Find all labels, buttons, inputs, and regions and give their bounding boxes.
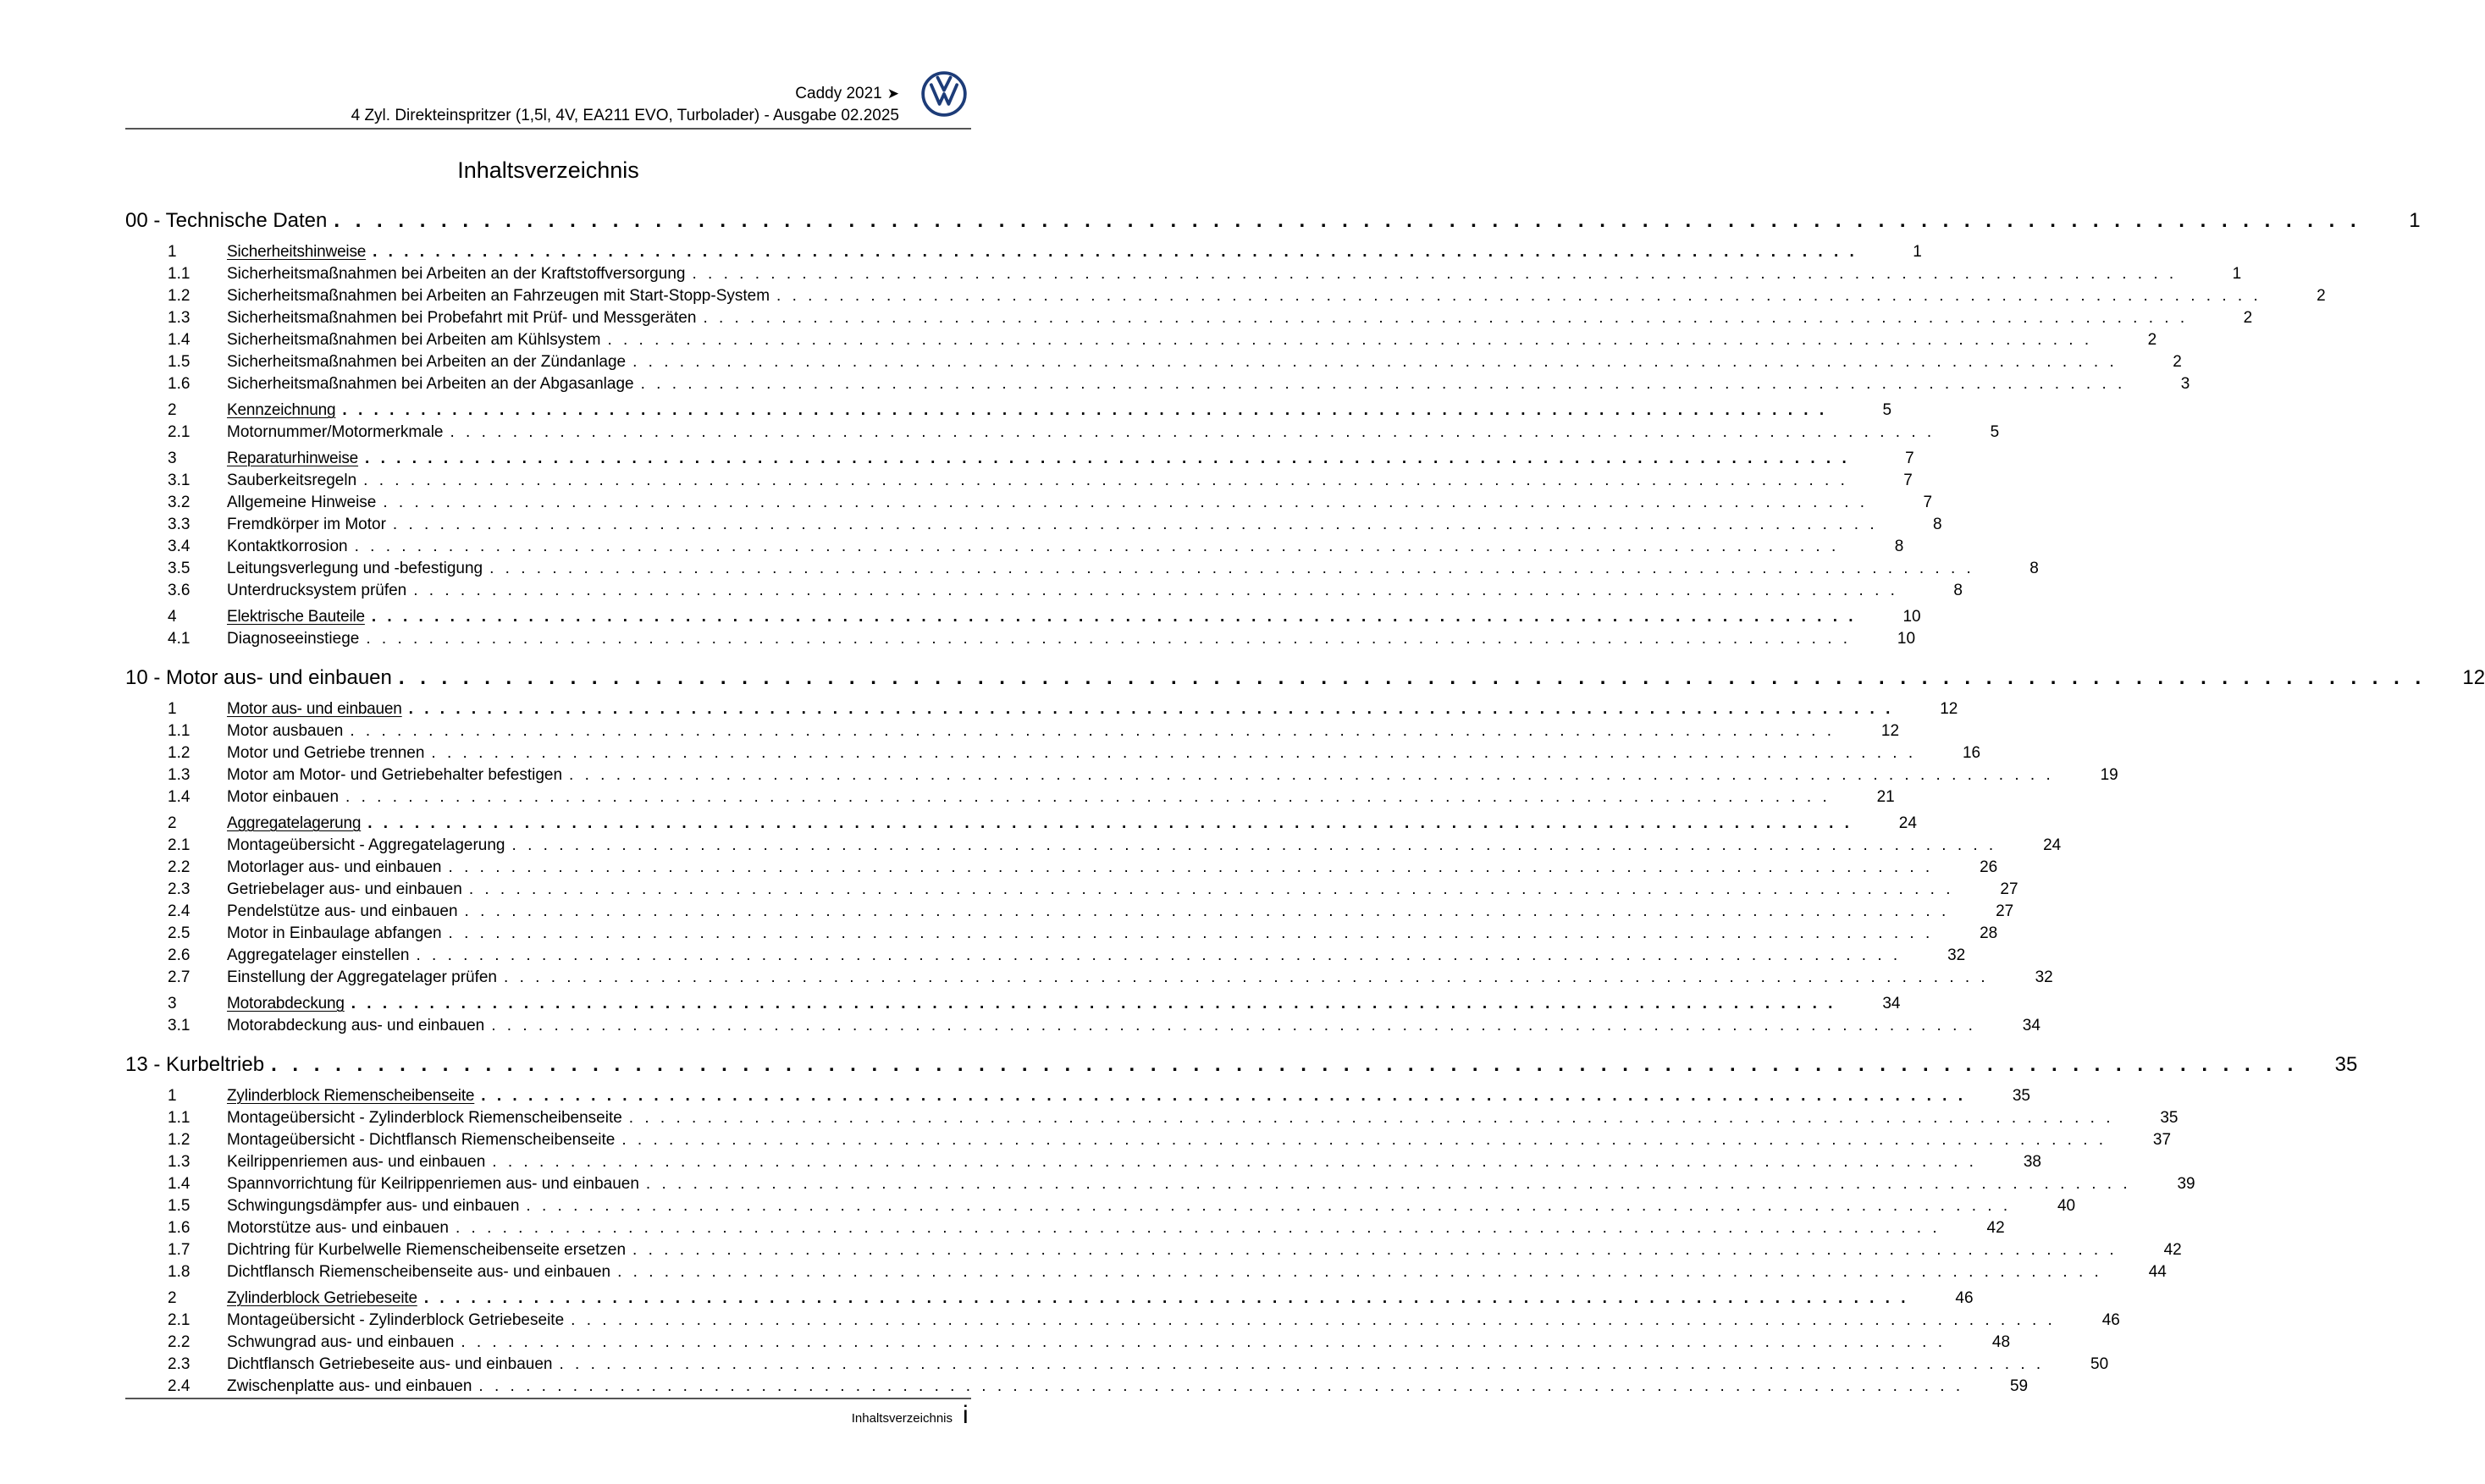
dot-leader: . . . . . . . . . . . . . . . . . . . . . . . . . . . . . . . . . . . . . . . . . . . . . . . . . . . . . . . . . . . . . . . . . . . . . . . . . . . . . . . . . . . . . . . . . . . . . . . — [448, 858, 1934, 876]
toc-entry-title: Sicherheitsmaßnahmen bei Arbeiten am Kühlsystem — [227, 331, 601, 349]
toc-entry-title: Motor und Getriebe trennen — [227, 744, 425, 762]
toc-entry-number: 1.8 — [168, 1263, 191, 1281]
toc-entry-title: Motorlager aus- und einbauen — [227, 858, 442, 876]
toc-entry-number: 2.1 — [168, 1311, 191, 1329]
dot-leader: . . . . . . . . . . . . . . . . . . . . . . . . . . . . . . . . . . . . . . . . . . . . . . . . . . . . . . . . . . . . . . . . . . . . . . . . . . . . . . . . . . . . . . . . . . . . . . . — [363, 472, 1848, 489]
toc-entry-page: 40 — [2057, 1197, 2076, 1215]
toc-entry-title: Diagnoseeinstiege — [227, 630, 360, 648]
toc-entry-number: 4.1 — [168, 630, 191, 648]
dot-leader: . . . . . . . . . . . . . . . . . . . . . . . . . . . . . . . . . . . . . . . . . . . . . . . . . . . . . . . . . . . . . . . . . . . . . . . . . . . . . . . . . . . . . . . . . . . . . . . — [489, 560, 1974, 577]
toc-sub-entry[interactable] — [125, 470, 1913, 492]
toc-entry-number: 1.5 — [168, 1197, 191, 1215]
toc-entry-number: 1.2 — [168, 287, 191, 305]
dot-leader: . . . . . . . . . . . . . . . . . . . . . . . . . . . . . . . . . . . . . . . . . . . . . . . . . . . . . . . . . . . . . . . . . . . . . . . . . . . . . . . . . . . . . . . . . . . . . . . — [351, 995, 1836, 1012]
toc-chapter-entry[interactable] — [125, 662, 2485, 694]
toc-entry-number: 2.4 — [168, 902, 191, 920]
toc-entry-number: 3 — [168, 450, 177, 467]
toc-entry-number: 2.2 — [168, 1333, 191, 1351]
toc-entry-page: 35 — [2012, 1087, 2030, 1105]
dot-leader: . . . . . . . . . . . . . . . . . . . . . . . . . . . . . . . . . . . . . . . . . . . . . . . . . . . . . . . . . . . . . . . . . . . . . . . . . . . . . . . . . . . . . . . . . . . . . . . — [559, 1355, 2045, 1373]
dot-leader: . . . . . . . . . . . . . . . . . . . . . . . . . . . . . . . . . . . . . . . . . . . . . . . . . . . . . . . . . . . . . . . . . . . . . . . . . . . . . . . . . . . . . . . . . . . . . . . — [492, 1153, 1977, 1171]
toc-sub-entry[interactable] — [125, 764, 2118, 786]
toc-sub-entry[interactable] — [125, 945, 1966, 967]
toc-entry-title: Motor ausbauen — [227, 722, 344, 740]
toc-sub-entry[interactable] — [125, 422, 2000, 444]
toc-entry-title: Sicherheitshinweise — [227, 243, 367, 261]
toc-section-entry[interactable] — [125, 1288, 1974, 1310]
toc-entry-number: 4 — [168, 608, 177, 626]
toc-sub-entry[interactable] — [125, 558, 2039, 580]
toc-entry-title: Motor einbauen — [227, 788, 340, 806]
toc-sub-entry[interactable] — [125, 307, 2253, 329]
toc-entry-number: 2.3 — [168, 1355, 191, 1373]
toc-entry-title: Aggregatelagerung — [227, 814, 362, 832]
toc-entry-number: 1.3 — [168, 309, 191, 327]
toc-entry-number: 1 — [168, 1087, 177, 1105]
toc-sub-entry[interactable] — [125, 1354, 2109, 1376]
toc-entry-page: 39 — [2177, 1175, 2195, 1193]
toc-entry-page: 2 — [2173, 353, 2182, 371]
toc-sub-entry[interactable] — [125, 857, 1998, 879]
dot-leader: . . . . . . . . . . . . . . . . . . . . . . . . . . . . . . . . . . . . . . . . . . . . . . . . . . . . . . . . . . . . . . . . . . . . . . . . . . . . . . . . . . . . . . . . . . . . . . . — [365, 450, 1850, 467]
toc-entry-page: 26 — [1980, 858, 1998, 876]
toc-entry-title: Motor am Motor- und Getriebehalter befestigen — [227, 766, 563, 784]
toc-entry-title: Motornummer/Motormerkmale — [227, 423, 444, 441]
toc-entry-title: Fremdkörper im Motor — [227, 516, 386, 533]
toc-sub-entry[interactable] — [125, 720, 1900, 742]
toc-entry-number: 2.7 — [168, 968, 191, 986]
toc-entry-page: 8 — [1933, 516, 1942, 533]
toc-entry-title: Aggregatelager einstellen — [227, 946, 410, 964]
toc-entry-page: 5 — [1990, 423, 2000, 441]
toc-entry-number: 2.4 — [168, 1377, 191, 1395]
toc-chapter-entry[interactable] — [125, 1049, 2358, 1081]
dot-leader: . . . . . . . . . . . . . . . . . . . . . . . . . . . . . . . . . . . . . . . . . . . . . . . . . . . . . . . . . . . . . . . . . . . . . . . . . . . . . . . . . . . . . . . . . . . . . . . — [511, 836, 1997, 854]
toc-entry-number: 3.6 — [168, 582, 191, 599]
toc-entry-page: 34 — [1882, 995, 1901, 1012]
dot-leader: . . . . . . . . . . . . . . . . . . . . . . . . . . . . . . . . . . . . . . . . . . . . . . . . . . . . . . . . . . . . . . . . . . . . . . . . . . . . . . . . . . . . . . . . . . . . . . . — [617, 1263, 2102, 1281]
toc-entry-number: 1.3 — [168, 766, 191, 784]
dot-leader: . . . . . . . . . . . . . . . . . . . . . . . . . . . . . . . . . . . . . . . . . . . . . . . . . . . . . . . . . . . . . . . . . . . . . . . . . . . . . . . . . . . . . . . . . . . . . . . — [703, 309, 2189, 327]
toc-sub-entry[interactable] — [125, 1332, 2011, 1354]
toc-entry-title: Montageübersicht - Zylinderblock Getriebeseite — [227, 1311, 565, 1329]
dot-leader: . . . . . . . . . . . . . . . . . . . . . . . . . . . . . . . . . . . . . . . . . . . . . . . . . . . . . . . . . . . . . . . . . . . . . . . . . . . . . . . . . . . . . . . . . . . . . . . — [413, 582, 1898, 599]
toc-entry-title: Zylinderblock Riemenscheibenseite — [227, 1087, 475, 1105]
toc-sub-entry[interactable] — [125, 1015, 2040, 1037]
toc-entry-number: 3.1 — [168, 472, 191, 489]
toc-entry-title: Sicherheitsmaßnahmen bei Arbeiten an der Abgasanlage — [227, 375, 634, 393]
toc-entry-page: 12 — [1940, 700, 1958, 718]
toc-section-entry[interactable] — [125, 241, 1922, 263]
toc-entry-title: Schwungrad aus- und einbauen — [227, 1333, 455, 1351]
toc-entry-title: Kennzeichnung — [227, 401, 336, 419]
dot-leader: . . . . . . . . . . . . . . . . . . . . . . . . . . . . . . . . . . . . . . . . . . . . . . . . . . . . . . . . . . . . . . . . . . . . . . . . . . . . . . . . . . . . . . . . . . . . . . . — [271, 1053, 2299, 1076]
toc-entry-page: 12 — [1880, 722, 1900, 740]
toc-entry-title: 10 - Motor aus- und einbauen — [125, 666, 392, 689]
toc-sub-entry[interactable] — [125, 967, 2053, 989]
toc-sub-entry[interactable] — [125, 1107, 2179, 1129]
toc-sub-entry[interactable] — [125, 373, 2190, 395]
page-title: Inhaltsverzeichnis — [457, 157, 639, 184]
toc-entry-page: 8 — [2029, 560, 2039, 577]
dot-leader: . . . . . . . . . . . . . . . . . . . . . . . . . . . . . . . . . . . . . . . . . . . . . . . . . . . . . . . . . . . . . . . . . . . . . . . . . . . . . . . . . . . . . . . . . . . . . . . — [408, 700, 1894, 718]
dot-leader: . . . . . . . . . . . . . . . . . . . . . . . . . . . . . . . . . . . . . . . . . . . . . . . . . . . . . . . . . . . . . . . . . . . . . . . . . . . . . . . . . . . . . . . . . . . . . . . — [464, 902, 1950, 920]
toc-entry-page: 1 — [2409, 209, 2421, 232]
toc-entry-number: 1.1 — [168, 1109, 191, 1127]
toc-entry-page: 44 — [2148, 1263, 2167, 1281]
toc-entry-page: 1 — [1913, 243, 1922, 261]
toc-sub-entry[interactable] — [125, 263, 2242, 285]
toc-section-entry[interactable] — [125, 698, 1958, 720]
toc-entry-number: 1.4 — [168, 1175, 191, 1193]
toc-entry-page: 35 — [2334, 1053, 2358, 1076]
toc-entry-number: 2 — [168, 814, 177, 832]
dot-leader: . . . . . . . . . . . . . . . . . . . . . . . . . . . . . . . . . . . . . . . . . . . . . . . . . . . . . . . . . . . . . . . . . . . . . . . . . . . . . . . . . . . . . . . . . . . . . . . — [350, 722, 1836, 740]
toc-entry-page: 32 — [2035, 968, 2053, 986]
footer-page-number: i — [963, 1401, 969, 1429]
toc-entry-number: 3.2 — [168, 494, 191, 511]
toc-entry-number: 1.5 — [168, 353, 191, 371]
toc-entry-title: Dichtflansch Riemenscheibenseite aus- und einbauen — [227, 1263, 611, 1281]
toc-entry-title: Sicherheitsmaßnahmen bei Arbeiten an Fahrzeugen mit Start-Stopp-System — [227, 287, 770, 305]
toc-sub-entry[interactable] — [125, 923, 1998, 945]
toc-entry-page: 27 — [2000, 880, 2018, 898]
toc-entry-page: 48 — [1991, 1333, 2011, 1351]
toc-entry-page: 21 — [1876, 788, 1895, 806]
arrow-right-icon: ➤ — [886, 86, 899, 102]
toc-entry-page: 10 — [1897, 630, 1916, 648]
dot-leader: . . . . . . . . . . . . . . . . . . . . . . . . . . . . . . . . . . . . . . . . . . . . . . . . . . . . . . . . . . . . . . . . . . . . . . . . . . . . . . . . . . . . . . . . . . . . . . . — [776, 287, 2261, 305]
toc-entry-title: Motorabdeckung aus- und einbauen — [227, 1017, 485, 1034]
toc-sub-entry[interactable] — [125, 879, 2018, 901]
toc-entry-number: 2.1 — [168, 423, 191, 441]
toc-entry-title: Leitungsverlegung und -befestigung — [227, 560, 483, 577]
toc-entry-page: 2 — [2317, 287, 2326, 305]
header-model-text: Caddy 2021 — [795, 85, 882, 102]
dot-leader: . . . . . . . . . . . . . . . . . . . . . . . . . . . . . . . . . . . . . . . . . . . . . . . . . . . . . . . . . . . . . . . . . . . . . . . . . . . . . . . . . . . . . . . . . . . . . . . — [481, 1087, 1966, 1105]
dot-leader: . . . . . . . . . . . . . . . . . . . . . . . . . . . . . . . . . . . . . . . . . . . . . . . . . . . . . . . . . . . . . . . . . . . . . . . . . . . . . . . . . . . . . . . . . . . . . . . — [366, 630, 1852, 648]
header-model — [795, 85, 899, 103]
dot-leader: . . . . . . . . . . . . . . . . . . . . . . . . . . . . . . . . . . . . . . . . . . . . . . . . . . . . . . . . . . . . . . . . . . . . . . . . . . . . . . . . . . . . . . . . . . . . . . . — [354, 538, 1840, 555]
dot-leader: . . . . . . . . . . . . . . . . . . . . . . . . . . . . . . . . . . . . . . . . . . . . . . . . . . . . . . . . . . . . . . . . . . . . . . . . . . . . . . . . . . . . . . . . . . . . . . . — [371, 608, 1857, 626]
toc-sub-entry[interactable] — [125, 901, 2014, 923]
dot-leader: . . . . . . . . . . . . . . . . . . . . . . . . . . . . . . . . . . . . . . . . . . . . . . . . . . . . . . . . . . . . . . . . . . . . . . . . . . . . . . . . . . . . . . . . . . . . . . . — [461, 1333, 1947, 1351]
dot-leader: . . . . . . . . . . . . . . . . . . . . . . . . . . . . . . . . . . . . . . . . . . . . . . . . . . . . . . . . . . . . . . . . . . . . . . . . . . . . . . . . . . . . . . . . . . . . . . . — [628, 1109, 2114, 1127]
toc-entry-title: Spannvorrichtung für Keilrippenriemen aus- und einbauen — [227, 1175, 639, 1193]
toc-entry-title: Pendelstütze aus- und einbauen — [227, 902, 458, 920]
toc-sub-entry[interactable] — [125, 329, 2157, 351]
toc-entry-title: Motor aus- und einbauen — [227, 700, 402, 718]
toc-entry-page: 1 — [2232, 265, 2242, 283]
toc-chapter-entry[interactable] — [125, 205, 2421, 237]
toc-entry-page: 27 — [1996, 902, 2014, 920]
dot-leader: . . . . . . . . . . . . . . . . . . . . . . . . . . . . . . . . . . . . . . . . . . . . . . . . . . . . . . . . . . . . . . . . . . . . . . . . . . . . . . . . . . . . . . . . . . . . . . . — [334, 209, 2361, 232]
toc-entry-number: 1.2 — [168, 1131, 191, 1149]
toc-entry-title: Zylinderblock Getriebeseite — [227, 1289, 417, 1307]
toc-entry-number: 1 — [168, 243, 177, 261]
toc-entry-page: 8 — [1953, 582, 1963, 599]
header-divider — [125, 128, 971, 130]
dot-leader: . . . . . . . . . . . . . . . . . . . . . . . . . . . . . . . . . . . . . . . . . . . . . . . . . . . . . . . . . . . . . . . . . . . . . . . . . . . . . . . . . . . . . . . . . . . . . . . — [632, 1241, 2118, 1259]
toc-entry-title: Getriebelager aus- und einbauen — [227, 880, 462, 898]
toc-entry-title: Schwingungsdämpfer aus- und einbauen — [227, 1197, 520, 1215]
toc-entry-number: 1.4 — [168, 331, 191, 349]
toc-entry-page: 28 — [1980, 924, 1998, 942]
dot-leader: . . . . . . . . . . . . . . . . . . . . . . . . . . . . . . . . . . . . . . . . . . . . . . . . . . . . . . . . . . . . . . . . . . . . . . . . . . . . . . . . . . . . . . . . . . . . . . . — [398, 666, 2427, 689]
toc-sub-entry[interactable] — [125, 1173, 2195, 1195]
toc-entry-title: Einstellung der Aggregatelager prüfen — [227, 968, 498, 986]
toc-entry-title: Sicherheitsmaßnahmen bei Arbeiten an der Zündanlage — [227, 353, 627, 371]
toc-sub-entry[interactable] — [125, 1310, 2120, 1332]
toc-entry-number: 1.4 — [168, 788, 191, 806]
dot-leader: . . . . . . . . . . . . . . . . . . . . . . . . . . . . . . . . . . . . . . . . . . . . . . . . . . . . . . . . . . . . . . . . . . . . . . . . . . . . . . . . . . . . . . . . . . . . . . . — [526, 1197, 2012, 1215]
toc-entry-title: Motor in Einbaulage abfangen — [227, 924, 442, 942]
toc-entry-page: 42 — [1986, 1219, 2005, 1237]
dot-leader: . . . . . . . . . . . . . . . . . . . . . . . . . . . . . . . . . . . . . . . . . . . . . . . . . . . . . . . . . . . . . . . . . . . . . . . . . . . . . . . . . . . . . . . . . . . . . . . — [342, 401, 1828, 419]
toc-sub-entry[interactable] — [125, 786, 1895, 808]
toc-entry-page: 16 — [1962, 744, 1981, 762]
toc-entry-page: 2 — [2243, 309, 2253, 327]
toc-entry-page: 7 — [1903, 472, 1913, 489]
dot-leader: . . . . . . . . . . . . . . . . . . . . . . . . . . . . . . . . . . . . . . . . . . . . . . . . . . . . . . . . . . . . . . . . . . . . . . . . . . . . . . . . . . . . . . . . . . . . . . . — [367, 814, 1853, 832]
toc-entry-number: 3.5 — [168, 560, 191, 577]
dot-leader: . . . . . . . . . . . . . . . . . . . . . . . . . . . . . . . . . . . . . . . . . . . . . . . . . . . . . . . . . . . . . . . . . . . . . . . . . . . . . . . . . . . . . . . . . . . . . . . — [431, 744, 1917, 762]
toc-entry-title: 00 - Technische Daten — [125, 209, 328, 232]
dot-leader: . . . . . . . . . . . . . . . . . . . . . . . . . . . . . . . . . . . . . . . . . . . . . . . . . . . . . . . . . . . . . . . . . . . . . . . . . . . . . . . . . . . . . . . . . . . . . . . — [645, 1175, 2131, 1193]
toc-entry-page: 42 — [2163, 1241, 2182, 1259]
toc-sub-entry[interactable] — [125, 536, 1904, 558]
vw-logo-icon — [921, 71, 967, 117]
table-of-contents — [125, 200, 2485, 1398]
toc-entry-page: 10 — [1902, 608, 1921, 626]
toc-entry-number: 3.4 — [168, 538, 191, 555]
toc-entry-title: Sauberkeitsregeln — [227, 472, 357, 489]
toc-entry-title: Zwischenplatte aus- und einbauen — [227, 1377, 472, 1395]
toc-section-entry[interactable] — [125, 993, 1901, 1015]
toc-sub-entry[interactable] — [125, 1376, 2029, 1398]
dot-leader: . . . . . . . . . . . . . . . . . . . . . . . . . . . . . . . . . . . . . . . . . . . . . . . . . . . . . . . . . . . . . . . . . . . . . . . . . . . . . . . . . . . . . . . . . . . . . . . — [692, 265, 2178, 283]
toc-entry-page: 24 — [2043, 836, 2062, 854]
toc-entry-page: 59 — [2009, 1377, 2029, 1395]
toc-entry-number: 2.6 — [168, 946, 191, 964]
toc-entry-title: Sicherheitsmaßnahmen bei Probefahrt mit Prüf- und Messgeräten — [227, 309, 697, 327]
toc-entry-title: Montageübersicht - Zylinderblock Riemenscheibenseite — [227, 1109, 622, 1127]
toc-sub-entry[interactable] — [125, 628, 1916, 650]
toc-sub-entry[interactable] — [125, 1217, 2005, 1239]
toc-entry-number: 2.3 — [168, 880, 191, 898]
toc-section-entry[interactable] — [125, 448, 1914, 470]
toc-entry-page: 12 — [2462, 666, 2485, 689]
toc-entry-title: Allgemeine Hinweise — [227, 494, 377, 511]
toc-sub-entry[interactable] — [125, 351, 2182, 373]
toc-entry-number: 1.3 — [168, 1153, 191, 1171]
toc-entry-title: Keilrippenriemen aus- und einbauen — [227, 1153, 486, 1171]
toc-entry-page: 50 — [2090, 1355, 2109, 1373]
dot-leader: . . . . . . . . . . . . . . . . . . . . . . . . . . . . . . . . . . . . . . . . . . . . . . . . . . . . . . . . . . . . . . . . . . . . . . . . . . . . . . . . . . . . . . . . . . . . . . . — [491, 1017, 1976, 1034]
toc-entry-title: Unterdrucksystem prüfen — [227, 582, 407, 599]
toc-entry-page: 7 — [1923, 494, 1933, 511]
toc-sub-entry[interactable] — [125, 1261, 2167, 1283]
toc-entry-page: 19 — [2100, 766, 2118, 784]
toc-entry-page: 8 — [1894, 538, 1904, 555]
footer-label: Inhaltsverzeichnis — [851, 1411, 953, 1426]
dot-leader: . . . . . . . . . . . . . . . . . . . . . . . . . . . . . . . . . . . . . . . . . . . . . . . . . . . . . . . . . . . . . . . . . . . . . . . . . . . . . . . . . . . . . . . . . . . . . . . — [416, 946, 1902, 964]
toc-entry-page: 32 — [1947, 946, 1966, 964]
dot-leader: . . . . . . . . . . . . . . . . . . . . . . . . . . . . . . . . . . . . . . . . . . . . . . . . . . . . . . . . . . . . . . . . . . . . . . . . . . . . . . . . . . . . . . . . . . . . . . . — [621, 1131, 2107, 1149]
dot-leader: . . . . . . . . . . . . . . . . . . . . . . . . . . . . . . . . . . . . . . . . . . . . . . . . . . . . . . . . . . . . . . . . . . . . . . . . . . . . . . . . . . . . . . . . . . . . . . . — [455, 1219, 1941, 1237]
dot-leader: . . . . . . . . . . . . . . . . . . . . . . . . . . . . . . . . . . . . . . . . . . . . . . . . . . . . . . . . . . . . . . . . . . . . . . . . . . . . . . . . . . . . . . . . . . . . . . . — [450, 423, 1936, 441]
toc-entry-number: 1.2 — [168, 744, 191, 762]
toc-entry-number: 1.1 — [168, 265, 191, 283]
toc-sub-entry[interactable] — [125, 514, 1942, 536]
toc-entry-number: 3.1 — [168, 1017, 191, 1034]
toc-entry-number: 1.6 — [168, 375, 191, 393]
toc-sub-entry[interactable] — [125, 742, 1981, 764]
dot-leader: . . . . . . . . . . . . . . . . . . . . . . . . . . . . . . . . . . . . . . . . . . . . . . . . . . . . . . . . . . . . . . . . . . . . . . . . . . . . . . . . . . . . . . . . . . . . . . . — [640, 375, 2126, 393]
toc-sub-entry[interactable] — [125, 1129, 2172, 1151]
toc-entry-title: Dichtflansch Getriebeseite aus- und einbauen — [227, 1355, 553, 1373]
toc-entry-title: Montageübersicht - Aggregatelagerung — [227, 836, 505, 854]
toc-entry-page: 46 — [1955, 1289, 1974, 1307]
toc-entry-title: Sicherheitsmaßnahmen bei Arbeiten an der Kraftstoffversorgung — [227, 265, 686, 283]
toc-entry-title: Reparaturhinweise — [227, 450, 359, 467]
toc-entry-number: 2 — [168, 1289, 177, 1307]
dot-leader: . . . . . . . . . . . . . . . . . . . . . . . . . . . . . . . . . . . . . . . . . . . . . . . . . . . . . . . . . . . . . . . . . . . . . . . . . . . . . . . . . . . . . . . . . . . . . . . — [373, 243, 1858, 261]
dot-leader: . . . . . . . . . . . . . . . . . . . . . . . . . . . . . . . . . . . . . . . . . . . . . . . . . . . . . . . . . . . . . . . . . . . . . . . . . . . . . . . . . . . . . . . . . . . . . . . — [468, 880, 1954, 898]
toc-sub-entry[interactable] — [125, 835, 2062, 857]
toc-entry-title: Dichtring für Kurbelwelle Riemenscheibenseite ersetzen — [227, 1241, 627, 1259]
toc-entry-number: 1.1 — [168, 722, 191, 740]
dot-leader: . . . . . . . . . . . . . . . . . . . . . . . . . . . . . . . . . . . . . . . . . . . . . . . . . . . . . . . . . . . . . . . . . . . . . . . . . . . . . . . . . . . . . . . . . . . . . . . — [478, 1377, 1964, 1395]
dot-leader: . . . . . . . . . . . . . . . . . . . . . . . . . . . . . . . . . . . . . . . . . . . . . . . . . . . . . . . . . . . . . . . . . . . . . . . . . . . . . . . . . . . . . . . . . . . . . . . — [392, 516, 1878, 533]
toc-entry-page: 2 — [2147, 331, 2157, 349]
footer-divider — [125, 1398, 971, 1399]
dot-leader: . . . . . . . . . . . . . . . . . . . . . . . . . . . . . . . . . . . . . . . . . . . . . . . . . . . . . . . . . . . . . . . . . . . . . . . . . . . . . . . . . . . . . . . . . . . . . . . — [571, 1311, 2056, 1329]
toc-section-entry[interactable] — [125, 1085, 2030, 1107]
toc-sub-entry[interactable] — [125, 580, 1963, 602]
toc-sub-entry[interactable] — [125, 1151, 2041, 1173]
toc-entry-number: 1.6 — [168, 1219, 191, 1237]
dot-leader: . . . . . . . . . . . . . . . . . . . . . . . . . . . . . . . . . . . . . . . . . . . . . . . . . . . . . . . . . . . . . . . . . . . . . . . . . . . . . . . . . . . . . . . . . . . . . . . — [448, 924, 1934, 942]
toc-entry-number: 3 — [168, 995, 177, 1012]
toc-sub-entry[interactable] — [125, 492, 1933, 514]
toc-entry-page: 5 — [1882, 401, 1892, 419]
toc-entry-number: 2 — [168, 401, 177, 419]
toc-entry-number: 1.7 — [168, 1241, 191, 1259]
toc-entry-title: Elektrische Bauteile — [227, 608, 365, 626]
dot-leader: . . . . . . . . . . . . . . . . . . . . . . . . . . . . . . . . . . . . . . . . . . . . . . . . . . . . . . . . . . . . . . . . . . . . . . . . . . . . . . . . . . . . . . . . . . . . . . . — [345, 788, 1831, 806]
toc-entry-title: Kontaktkorrosion — [227, 538, 348, 555]
toc-entry-number: 2.1 — [168, 836, 191, 854]
toc-sub-entry[interactable] — [125, 1239, 2182, 1261]
toc-entry-number: 3.3 — [168, 516, 191, 533]
toc-entry-page: 3 — [2180, 375, 2190, 393]
toc-entry-title: Motorstütze aus- und einbauen — [227, 1219, 449, 1237]
toc-section-entry[interactable] — [125, 606, 1921, 628]
dot-leader: . . . . . . . . . . . . . . . . . . . . . . . . . . . . . . . . . . . . . . . . . . . . . . . . . . . . . . . . . . . . . . . . . . . . . . . . . . . . . . . . . . . . . . . . . . . . . . . — [607, 331, 2093, 349]
toc-section-entry[interactable] — [125, 813, 1917, 835]
toc-entry-number: 2.5 — [168, 924, 191, 942]
toc-entry-title: Montageübersicht - Dichtflansch Riemenscheibenseite — [227, 1131, 616, 1149]
toc-entry-page: 38 — [2023, 1153, 2041, 1171]
toc-sub-entry[interactable] — [125, 1195, 2076, 1217]
toc-entry-title: Motorabdeckung — [227, 995, 345, 1012]
dot-leader: . . . . . . . . . . . . . . . . . . . . . . . . . . . . . . . . . . . . . . . . . . . . . . . . . . . . . . . . . . . . . . . . . . . . . . . . . . . . . . . . . . . . . . . . . . . . . . . — [632, 353, 2118, 371]
dot-leader: . . . . . . . . . . . . . . . . . . . . . . . . . . . . . . . . . . . . . . . . . . . . . . . . . . . . . . . . . . . . . . . . . . . . . . . . . . . . . . . . . . . . . . . . . . . . . . . — [569, 766, 2054, 784]
toc-entry-page: 34 — [2022, 1017, 2040, 1034]
toc-section-entry[interactable] — [125, 400, 1892, 422]
toc-entry-page: 7 — [1905, 450, 1914, 467]
toc-entry-page: 37 — [2152, 1131, 2172, 1149]
toc-entry-title: 13 - Kurbeltrieb — [125, 1053, 265, 1076]
toc-entry-page: 24 — [1898, 814, 1917, 832]
toc-sub-entry[interactable] — [125, 285, 2326, 307]
dot-leader: . . . . . . . . . . . . . . . . . . . . . . . . . . . . . . . . . . . . . . . . . . . . . . . . . . . . . . . . . . . . . . . . . . . . . . . . . . . . . . . . . . . . . . . . . . . . . . . — [423, 1289, 1909, 1307]
toc-entry-page: 46 — [2101, 1311, 2120, 1329]
toc-entry-page: 35 — [2160, 1109, 2179, 1127]
dot-leader: . . . . . . . . . . . . . . . . . . . . . . . . . . . . . . . . . . . . . . . . . . . . . . . . . . . . . . . . . . . . . . . . . . . . . . . . . . . . . . . . . . . . . . . . . . . . . . . — [504, 968, 1989, 986]
header-engine: 4 Zyl. Direkteinspritzer (1,5l, 4V, EA211 EVO, Turbolader) - Ausgabe 02.2025 — [351, 107, 899, 124]
dot-leader: . . . . . . . . . . . . . . . . . . . . . . . . . . . . . . . . . . . . . . . . . . . . . . . . . . . . . . . . . . . . . . . . . . . . . . . . . . . . . . . . . . . . . . . . . . . . . . . — [383, 494, 1869, 511]
toc-entry-number: 2.2 — [168, 858, 191, 876]
toc-entry-number: 1 — [168, 700, 177, 718]
